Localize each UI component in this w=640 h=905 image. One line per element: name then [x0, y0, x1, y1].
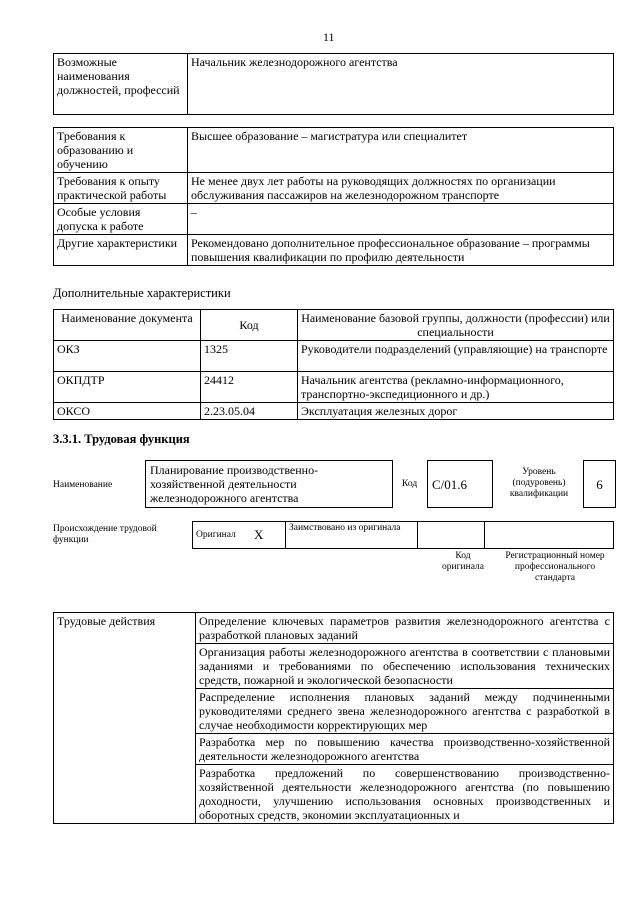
- table-row: [54, 341, 614, 372]
- origin-label: Происхождение трудовой функции: [53, 524, 157, 545]
- origin-code-cell: [418, 522, 485, 549]
- page-number: 11: [323, 30, 335, 44]
- origin-reg-cell: [485, 522, 614, 549]
- function-name-label: Наименование: [53, 480, 113, 490]
- origin-table: [192, 521, 614, 549]
- row-code: 1325: [201, 341, 298, 372]
- table-row: [54, 372, 614, 403]
- list-item: Определение ключевых параметров развития железнодорожного агентства с разработкой плановых заданий: [196, 613, 614, 644]
- job-titles-table: [53, 53, 614, 115]
- function-name-value: Планирование производственно-хозяйственной деятельности железнодорожного агентства: [150, 463, 319, 505]
- row-name: Руководители подразделений (управляющие) на транспорте: [298, 341, 614, 372]
- row-code: 24412: [201, 372, 298, 403]
- requirements-table: [53, 127, 614, 266]
- origin-borrowed-label: Заимствовано из оригинала: [286, 522, 418, 549]
- req-education-label: Требования к образованию и обучению: [54, 128, 188, 173]
- origin-mark-cell: [251, 522, 286, 549]
- req-experience-label: Требования к опыту практической работы: [54, 173, 188, 204]
- origin-code-caption: Код оригинала: [442, 551, 484, 572]
- row-doc: ОКПДТР: [54, 372, 201, 403]
- req-conditions-value: –: [188, 204, 614, 235]
- function-level-value: 6: [596, 477, 603, 492]
- table-row: [54, 403, 614, 420]
- col-header-group: Наименование базовой группы, должности (профессии) или специальности: [298, 310, 614, 341]
- origin-original-label: Оригинал: [196, 529, 236, 540]
- job-titles-value: Начальник железнодорожного агентства: [188, 54, 614, 115]
- extra-characteristics-title: Дополнительные характеристики: [53, 286, 231, 300]
- function-level-label: Уровень (подуровень) квалификации: [509, 467, 569, 499]
- labor-actions-label: Трудовые действия: [54, 613, 196, 824]
- row-name: Начальник агентства (рекламно-информационного, транспортно-экспедиционного и др.): [298, 372, 614, 403]
- origin-original-cell: [193, 522, 252, 549]
- row-name: Эксплуатация железных дорог: [298, 403, 614, 420]
- req-education-value: Высшее образование – магистратура или специалитет: [188, 128, 614, 173]
- list-item: Распределение исполнения плановых заданий между подчиненными руководителями среднего звена железнодорожного агентства с разработкой в случае необходимости корректирующих мер: [196, 689, 614, 734]
- col-header-code: Код: [201, 310, 298, 341]
- function-name-box: [145, 460, 393, 508]
- function-code-box: [427, 460, 493, 508]
- function-level-box: [583, 460, 616, 508]
- origin-reg-caption: Регистрационный номер профессионального стандарта: [505, 551, 605, 583]
- row-code: 2.23.05.04: [201, 403, 298, 420]
- req-other-label: Другие характеристики: [54, 235, 188, 266]
- row-doc: ОКЗ: [54, 341, 201, 372]
- function-heading: 3.3.1. Трудовая функция: [53, 432, 190, 446]
- req-conditions-label: Особые условия допуска к работе: [54, 204, 188, 235]
- function-code-value: C/01.6: [432, 477, 468, 492]
- extra-characteristics-table: [53, 309, 614, 420]
- list-item: Разработка предложений по совершенствованию производственно-хозяйственной деятельности железнодорожного агентства (по повышению доходности, улучшению использования основных производственных и оборотных средств, экономии эксплуатационных и: [196, 765, 614, 824]
- req-experience-value: Не менее двух лет работы на руководящих должностях по организации обслуживания пассажиров на железнодорожном транспорте: [188, 173, 614, 204]
- origin-original-mark: X: [254, 527, 264, 542]
- labor-actions-table: [53, 612, 614, 824]
- req-other-value: Рекомендовано дополнительное профессиональное образование – программы повышения квалификации по профилю деятельности: [188, 235, 614, 266]
- job-titles-label: Возможные наименования должностей, профессий: [54, 54, 188, 115]
- function-code-label: Код: [402, 479, 418, 489]
- row-doc: ОКСО: [54, 403, 201, 420]
- col-header-document: Наименование документа: [54, 310, 201, 341]
- list-item: Организация работы железнодорожного агентства в соответствии с плановыми заданиями и требованиями по обеспечению использования технических средств, пожарной и экологической безопасности: [196, 644, 614, 689]
- list-item: Разработка мер по повышению качества производственно-хозяйственной деятельности железнодорожного агентства: [196, 734, 614, 765]
